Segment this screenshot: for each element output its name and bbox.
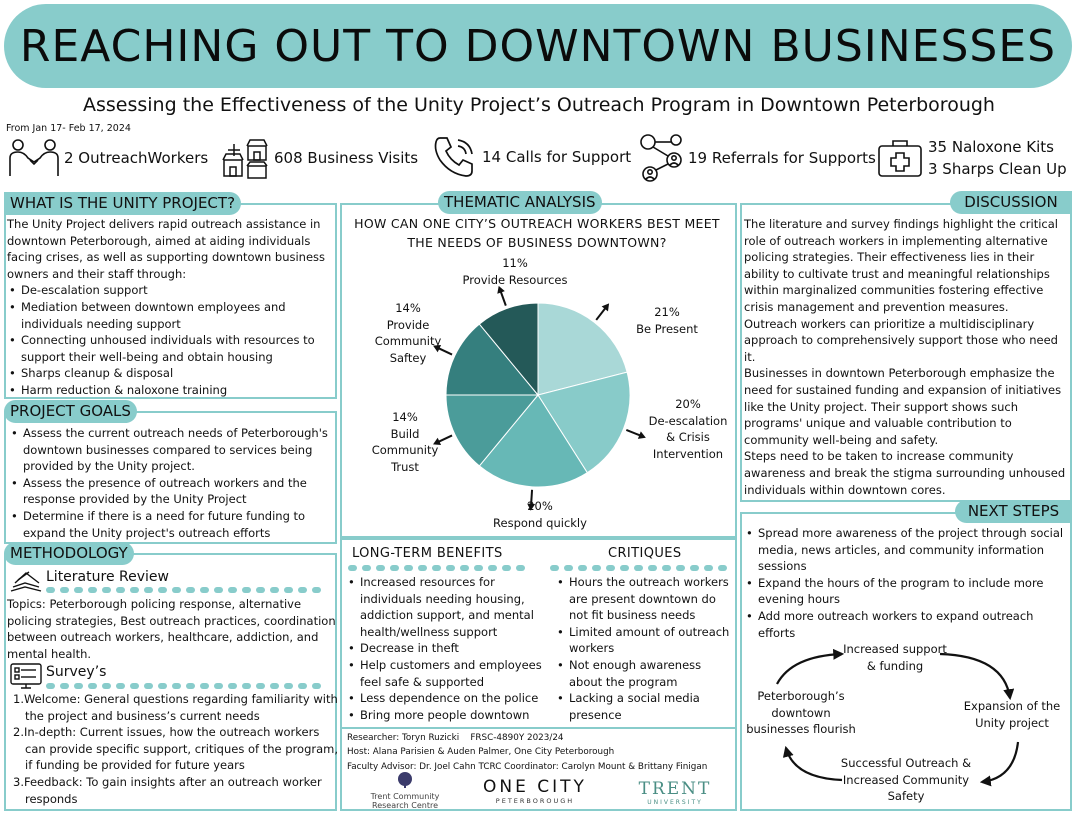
onecity-subtext: PETERBOROUGH bbox=[495, 797, 575, 805]
phone-icon bbox=[432, 134, 478, 180]
stat-calls-text: 14 Calls for Support bbox=[482, 148, 632, 166]
list-item: 1.Welcome: General questions regarding familiarity with the project and business’s current needs bbox=[13, 692, 338, 723]
list-item: • Connecting unhoused individuals with resources to support their well-being and obtain housing bbox=[7, 332, 334, 365]
list-item: • Determine if there is a need for future funding to expand the Unity project's outreach efforts bbox=[9, 508, 333, 541]
stat-sharps-text: 3 Sharps Clean Up bbox=[928, 160, 1067, 178]
cycle-step-support: Increased support & funding bbox=[843, 642, 947, 673]
list-item: • Mediation between downtown employees and individuals needing support bbox=[7, 299, 334, 332]
credits-divider bbox=[342, 727, 735, 729]
credit-host: Host: Alana Parisien & Auden Palmer, One City Peterborough bbox=[347, 747, 615, 758]
survey-body bbox=[13, 691, 340, 807]
pie-value-label: 21% bbox=[654, 305, 680, 319]
goals-body bbox=[9, 425, 333, 541]
survey-list bbox=[13, 691, 340, 807]
list-item: • De-escalation support bbox=[7, 282, 334, 299]
list-item: • Hours the outreach workers are present downtown do not fit business needs bbox=[555, 574, 735, 624]
pie-category-label: Be Present bbox=[636, 321, 698, 336]
poster-title: REACHING OUT TO DOWNTOWN BUSINESSES bbox=[19, 20, 1057, 72]
pie-category-label: Community bbox=[371, 443, 439, 457]
pie-label-community-safety bbox=[365, 300, 451, 366]
pie-category-label: Provide Resources bbox=[462, 272, 568, 287]
stat-referrals bbox=[638, 132, 876, 184]
lit-review-divider bbox=[46, 587, 321, 593]
pie-value-label: 14% bbox=[392, 410, 418, 424]
pie-chart bbox=[340, 250, 737, 535]
pie-label-be-present bbox=[612, 304, 722, 337]
discussion-paragraph: Businesses in downtown Peterborough emphasize the need for sustained funding and expansion of initiatives like the Unity project. Their support shows such programs' unique and valuable contribution to community well-being and safety. bbox=[744, 366, 1062, 447]
pie-category-label: Trust bbox=[391, 459, 419, 474]
pie-label-community-trust bbox=[360, 409, 450, 475]
pie-category-label: Intervention bbox=[652, 446, 724, 461]
pie-category-label: & Crisis bbox=[666, 430, 710, 444]
list-item: 2.In-depth: Current issues, how the outreach workers can provide specific support, critiques of the program, if funding be provided for future years bbox=[13, 725, 338, 773]
cycle-arrow bbox=[982, 742, 1018, 782]
stat-calls bbox=[432, 134, 631, 180]
benefits-divider bbox=[348, 565, 525, 571]
pie-category-label: Saftey bbox=[389, 350, 427, 365]
lit-review-title: Literature Review bbox=[46, 569, 169, 585]
list-item: • Spread more awareness of the project through social media, news articles, and community information sessions bbox=[744, 525, 1070, 575]
pie-category-label: De-escalation bbox=[648, 413, 728, 428]
trent-subtext: UNIVERSITY bbox=[647, 799, 703, 806]
discussion-title: DISCUSSION bbox=[950, 191, 1072, 214]
book-icon bbox=[9, 567, 43, 595]
pie-label-provide-resources bbox=[440, 255, 590, 288]
tcrc-line1: Trent Community bbox=[370, 792, 440, 801]
list-item: • Expand the hours of the program to include more evening hours bbox=[744, 575, 1070, 608]
credits bbox=[347, 731, 707, 774]
unity-title: WHAT IS THE UNITY PROJECT? bbox=[4, 192, 241, 215]
handshake-icon bbox=[8, 138, 60, 178]
list-item: • Bring more people downtown bbox=[346, 707, 546, 724]
discussion-paragraph: The literature and survey findings highlight the critical role of outreach workers in implementing alternative policing strategies. Their effectiveness lies in their ability to cultivate trust and meaningful relationships within marginalized communities fostering effective crisis management and prevention measures. bbox=[744, 217, 1058, 314]
goals-list bbox=[9, 425, 333, 541]
list-item: • Not enough awareness about the program bbox=[555, 657, 735, 690]
list-item: • Sharps cleanup & disposal bbox=[7, 365, 334, 382]
list-item: • Less dependence on the police bbox=[346, 690, 546, 707]
pie-value-label: 20% bbox=[675, 397, 701, 411]
list-item: • Assess the presence of outreach workers and the response provided by the Unity Project bbox=[9, 475, 333, 508]
pie-value-label: 11% bbox=[502, 256, 528, 270]
stat-referrals-text: 19 Referrals for Supports bbox=[688, 149, 876, 167]
pie-value-label: 20% bbox=[527, 499, 553, 513]
survey-icon bbox=[9, 662, 43, 690]
methodology-title: METHODOLOGY bbox=[4, 542, 134, 565]
thematic-question-line1: HOW CAN ONE CITY’S OUTREACH WORKERS BEST MEET bbox=[354, 216, 720, 231]
stat-visits-text: 608 Business Visits bbox=[274, 149, 419, 167]
benefits-list bbox=[346, 574, 546, 723]
cycle-step-flourish: Peterborough’s downtown businesses flourish bbox=[746, 689, 856, 736]
critiques-list bbox=[555, 574, 735, 723]
thematic-title: THEMATIC ANALYSIS bbox=[438, 191, 602, 214]
onecity-logo bbox=[476, 777, 594, 805]
poster-subtitle: Assessing the Effectiveness of the Unity Project’s Outreach Program in Downtown Peterborough bbox=[83, 94, 995, 116]
list-item: • Assess the current outreach needs of Peterborough's downtown businesses compared to services being provided by the Unity project. bbox=[9, 425, 333, 475]
unity-body bbox=[7, 216, 334, 399]
list-item: • Help customers and employees feel safe & supported bbox=[346, 657, 546, 690]
critiques-title: CRITIQUES bbox=[608, 546, 682, 561]
discussion-body bbox=[744, 216, 1070, 498]
cycle-step-safety: Successful Outreach & Increased Community Safety bbox=[840, 756, 972, 803]
referral-network-icon bbox=[638, 132, 684, 184]
pie-category-label: Build bbox=[390, 426, 420, 441]
unity-intro: The Unity Project delivers rapid outreach assistance in downtown Peterborough, aimed at aiding individuals facing crises, as well as supporting downtown business owners and their staff through: bbox=[7, 217, 326, 281]
survey-title: Survey’s bbox=[46, 664, 107, 680]
first-aid-kit-icon bbox=[876, 136, 924, 180]
goals-title: PROJECT GOALS bbox=[4, 400, 137, 423]
stat-visits bbox=[222, 136, 418, 180]
pie-category-label: Community bbox=[374, 334, 442, 348]
lit-review-text: Topics: Peterborough policing response, alternative policing strategies, Best outreach practices, coordination between outreach workers, healthcare, addiction, and mental health. bbox=[7, 597, 336, 661]
stat-naloxone-sharps bbox=[876, 136, 1067, 180]
storefront-icon bbox=[222, 136, 270, 180]
pie-category-label: Respond quickly bbox=[493, 515, 587, 530]
list-item: • Lacking a social media presence bbox=[555, 690, 735, 723]
onecity-wordmark: ONE CITY bbox=[483, 777, 587, 797]
survey-divider bbox=[46, 683, 321, 689]
critiques-body bbox=[555, 574, 735, 723]
date-range: From Jan 17- Feb 17, 2024 bbox=[6, 123, 131, 134]
pie-category-label: Provide bbox=[386, 317, 430, 332]
trent-logo bbox=[630, 780, 720, 806]
tcrc-line2: Research Centre bbox=[372, 801, 438, 810]
title-banner bbox=[4, 4, 1072, 88]
cycle-arrow bbox=[777, 654, 842, 684]
pie-label-de-escalation bbox=[640, 396, 736, 462]
cycle-arrow bbox=[786, 748, 842, 780]
tree-icon bbox=[393, 772, 417, 788]
pie-label-respond-quickly bbox=[470, 498, 610, 531]
critiques-divider bbox=[550, 565, 727, 571]
benefits-title: LONG-TERM BENEFITS bbox=[352, 546, 503, 561]
tcrc-logo bbox=[360, 772, 450, 810]
unity-list bbox=[7, 282, 334, 398]
discussion-paragraph: Steps need to be taken to increase community awareness and break the stigma surrounding unhoused individuals within downtown cores. bbox=[744, 449, 1066, 497]
stat-naloxone-text: 35 Naloxone Kits bbox=[928, 138, 1054, 156]
stat-naloxone-sharps-text bbox=[928, 136, 1067, 180]
pie-value-label: 14% bbox=[395, 301, 421, 315]
stat-workers-text: 2 OutreachWorkers bbox=[64, 149, 209, 167]
credit-researcher: Researcher: Toryn Ruzicki FRSC-4890Y 2023/24 bbox=[347, 733, 564, 743]
list-item: • Add more outreach workers to expand outreach efforts bbox=[744, 608, 1070, 641]
list-item: • Harm reduction & naloxone training bbox=[7, 382, 334, 399]
credit-advisor: Faculty Advisor: Dr. Joel Cahn TCRC Coordinator: Carolyn Mount & Brittany Finigan bbox=[347, 761, 708, 772]
list-item: • Limited amount of outreach workers bbox=[555, 624, 735, 657]
discussion-paragraph: Outreach workers can prioritize a multidisciplinary approach to comprehensively support those who need it. bbox=[744, 316, 1058, 364]
thematic-question-line2: THE NEEDS OF BUSINESS DOWNTOWN? bbox=[407, 235, 667, 250]
list-item: • Decrease in theft bbox=[346, 640, 546, 657]
next-steps-title: NEXT STEPS bbox=[955, 500, 1072, 523]
list-item: • Increased resources for individuals needing housing, addiction support, and mental health/wellness support bbox=[346, 574, 546, 640]
list-item: 3.Feedback: To gain insights after an outreach worker responds bbox=[13, 774, 322, 806]
benefits-body bbox=[346, 574, 546, 723]
stat-workers bbox=[8, 138, 208, 178]
trent-wordmark: TRENT bbox=[638, 779, 712, 799]
cycle-arrow bbox=[940, 654, 1010, 698]
next-steps-list bbox=[744, 525, 1070, 641]
next-steps-body bbox=[744, 525, 1070, 641]
cycle-step-expansion: Expansion of the Unity project bbox=[963, 699, 1061, 730]
